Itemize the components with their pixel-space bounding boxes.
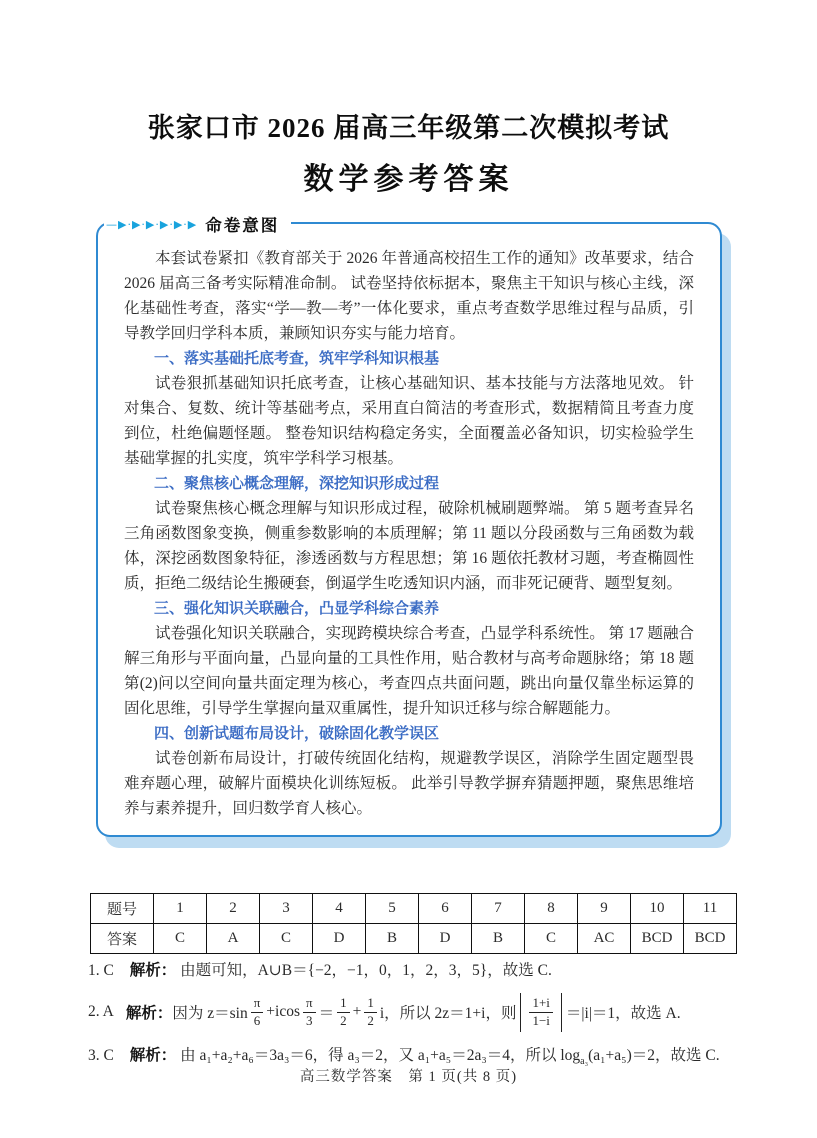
question-number-cell: 7 xyxy=(472,894,525,924)
intent-box-content xyxy=(98,224,720,835)
fraction-denominator: 3 xyxy=(306,1012,313,1028)
fraction xyxy=(251,996,264,1029)
question-number-cell: 11 xyxy=(684,894,737,924)
solution-label: 解析： xyxy=(125,1005,173,1023)
intent-section-body: 试卷创新布局设计，打破传统固化结构，规避教学误区，消除学生固定题型畏难弃题心理，破解片面模块化训练短板。 此举引导教学摒弃猜题押题，聚焦思维培养与素养提升，回归数学育人核心。 xyxy=(124,750,694,817)
fraction-denominator: 6 xyxy=(253,1012,261,1028)
question-number-cell: 3 xyxy=(260,894,313,924)
answer-cell: C xyxy=(260,924,313,954)
fraction xyxy=(364,996,377,1029)
log-subscript: a₃ xyxy=(580,1055,589,1067)
answer-cell: A xyxy=(207,924,260,954)
intent-section-heading: 四、创新试题布局设计，破除固化教学误区 xyxy=(154,725,440,742)
solution-text: 由题可知，A∪B＝{−2，−1，0，1，2，3，5}，故选 C. xyxy=(180,962,552,979)
solution-number: 3. C xyxy=(88,1046,114,1064)
fraction-numerator: 1+i xyxy=(529,996,552,1013)
intent-section-body: 试卷狠抓基础知识托底考查，让核心基础知识、基本技能与方法落地见效。 针对集合、复数、统计等基础考点，采用直白简洁的考查形式，数据精简且考查力度到位，杜绝偏题怪题。 整卷知识结构稳定务实，全面覆盖必备知识，切实检验学生基础掌握的扎实度，筑牢学科学习根基。 xyxy=(124,375,694,467)
question-number-cell: 8 xyxy=(525,894,578,924)
page-subtitle: 数学参考答案 xyxy=(303,163,514,196)
question-number-cell: 9 xyxy=(578,894,631,924)
intent-section-heading: 三、强化知识关联融合，凸显学科综合素养 xyxy=(154,600,440,617)
answer-cell: BCD xyxy=(684,924,737,954)
answer-cell: B xyxy=(472,924,525,954)
formula-segment: (a₁+a₅)＝2，故选 C. xyxy=(588,1046,720,1064)
answer-key-table xyxy=(90,893,737,954)
formula-segment: i，所以 2z＝1+i，则 xyxy=(379,1005,517,1023)
answer-cell: C xyxy=(525,924,578,954)
formula-segment: +icos xyxy=(266,1003,300,1021)
formula-segment: ＝|i|＝1，故选 A. xyxy=(565,1005,681,1023)
question-number-cell: 10 xyxy=(631,894,684,924)
formula-segment: 由 a₁+a₂+a₆＝3a₃＝6，得 a₃＝2，又 a₁+a₅＝2a₃＝4，所以 log xyxy=(180,1046,581,1064)
answer-cell: D xyxy=(313,924,366,954)
solution-number: 1. C xyxy=(88,962,114,979)
fraction-numerator: π xyxy=(303,996,316,1013)
intent-section-heading: 二、聚焦核心概念理解，深挖知识形成过程 xyxy=(154,475,440,492)
formula-segment: + xyxy=(352,1003,362,1021)
exam-intent-box xyxy=(96,217,722,837)
intent-box-header xyxy=(104,211,291,237)
intent-section-heading: 一、落实基础托底考查，筑牢学科知识根基 xyxy=(154,350,440,367)
intent-box-title: 命卷意图 xyxy=(205,217,280,235)
row-header-cell: 题号 xyxy=(91,894,154,924)
answer-cell: D xyxy=(419,924,472,954)
answer-cell: AC xyxy=(578,924,631,954)
solution-number: 2. A xyxy=(88,1003,114,1021)
answer-cell: BCD xyxy=(631,924,684,954)
formula-segment: ＝ xyxy=(318,1005,335,1023)
question-number-cell: 6 xyxy=(419,894,472,924)
fraction xyxy=(337,996,350,1029)
fraction-numerator: 1 xyxy=(364,996,377,1013)
solutions-section xyxy=(88,958,738,1080)
solution-line-3 xyxy=(88,1043,738,1067)
question-number-cell: 5 xyxy=(366,894,419,924)
question-number-row xyxy=(91,894,737,924)
fraction-numerator: π xyxy=(251,996,264,1013)
intent-intro-paragraph: 本套试卷紧扣《教育部关于 2026 年普通高校招生工作的通知》改革要求，结合 2026 届高三备考实际精准命制。 试卷坚持依标据本，聚焦主干知识与核心主线，深化基础性考查，落实“学—教—考”一体化要求，重点考查数学思维过程与品质，引导教学回归学科本质，兼顾知识夯实与能力培育。 xyxy=(124,250,694,342)
fraction-denominator: 1−i xyxy=(532,1012,550,1028)
solution-label: 解析： xyxy=(129,962,177,979)
fraction-denominator: 2 xyxy=(340,1012,347,1028)
page-footer: 高三数学答案 第 1 页(共 8 页) xyxy=(299,1069,518,1085)
fraction xyxy=(303,996,316,1029)
row-header-cell: 答案 xyxy=(91,924,154,954)
fraction-denominator: 2 xyxy=(367,1012,374,1028)
absolute-value-bars xyxy=(520,993,561,1032)
intent-section-body: 试卷强化知识关联融合，实现跨模块综合考查，凸显学科系统性。 第 17 题融合解三角形与平面向量，凸显向量的工具性作用，贴合教材与高考命题脉络；第 18 题第(2)问以空间向量共面定理为核心，考查四点共面问题，跳出向量仅靠坐标运算的固化思维，引导学生掌握向量双重属性，提升知识迁移与综合解题能力。 xyxy=(124,625,694,717)
fraction xyxy=(529,996,552,1029)
answer-cell: B xyxy=(366,924,419,954)
question-number-cell: 1 xyxy=(154,894,207,924)
arrow-decoration-icon: —▶·▶·▶·▶·▶·▶ xyxy=(106,217,198,231)
page-title: 张家口市 2026 届高三年级第二次模拟考试 xyxy=(147,113,670,143)
question-number-cell: 4 xyxy=(313,894,366,924)
answer-row xyxy=(91,924,737,954)
intent-section-body: 试卷聚焦核心概念理解与知识形成过程，破除机械刷题弊端。 第 5 题考查异名三角函数图象变换，侧重参数影响的本质理解；第 11 题以分段函数与三角函数为载体，深挖函数图象特征，渗透函数与方程思想；第 16 题依托教材习题，考查椭圆性质，拒绝二级结论生搬硬套，倒逼学生吃透知识内涵，而非死记硬背、题型复刻。 xyxy=(124,500,694,592)
answer-cell: C xyxy=(154,924,207,954)
solution-line-2 xyxy=(88,993,738,1032)
fraction-numerator: 1 xyxy=(337,996,350,1013)
solution-label: 解析： xyxy=(129,1046,177,1064)
formula-segment: 因为 z＝sin xyxy=(172,1005,248,1023)
solution-line-1 xyxy=(88,958,738,980)
question-number-cell: 2 xyxy=(207,894,260,924)
